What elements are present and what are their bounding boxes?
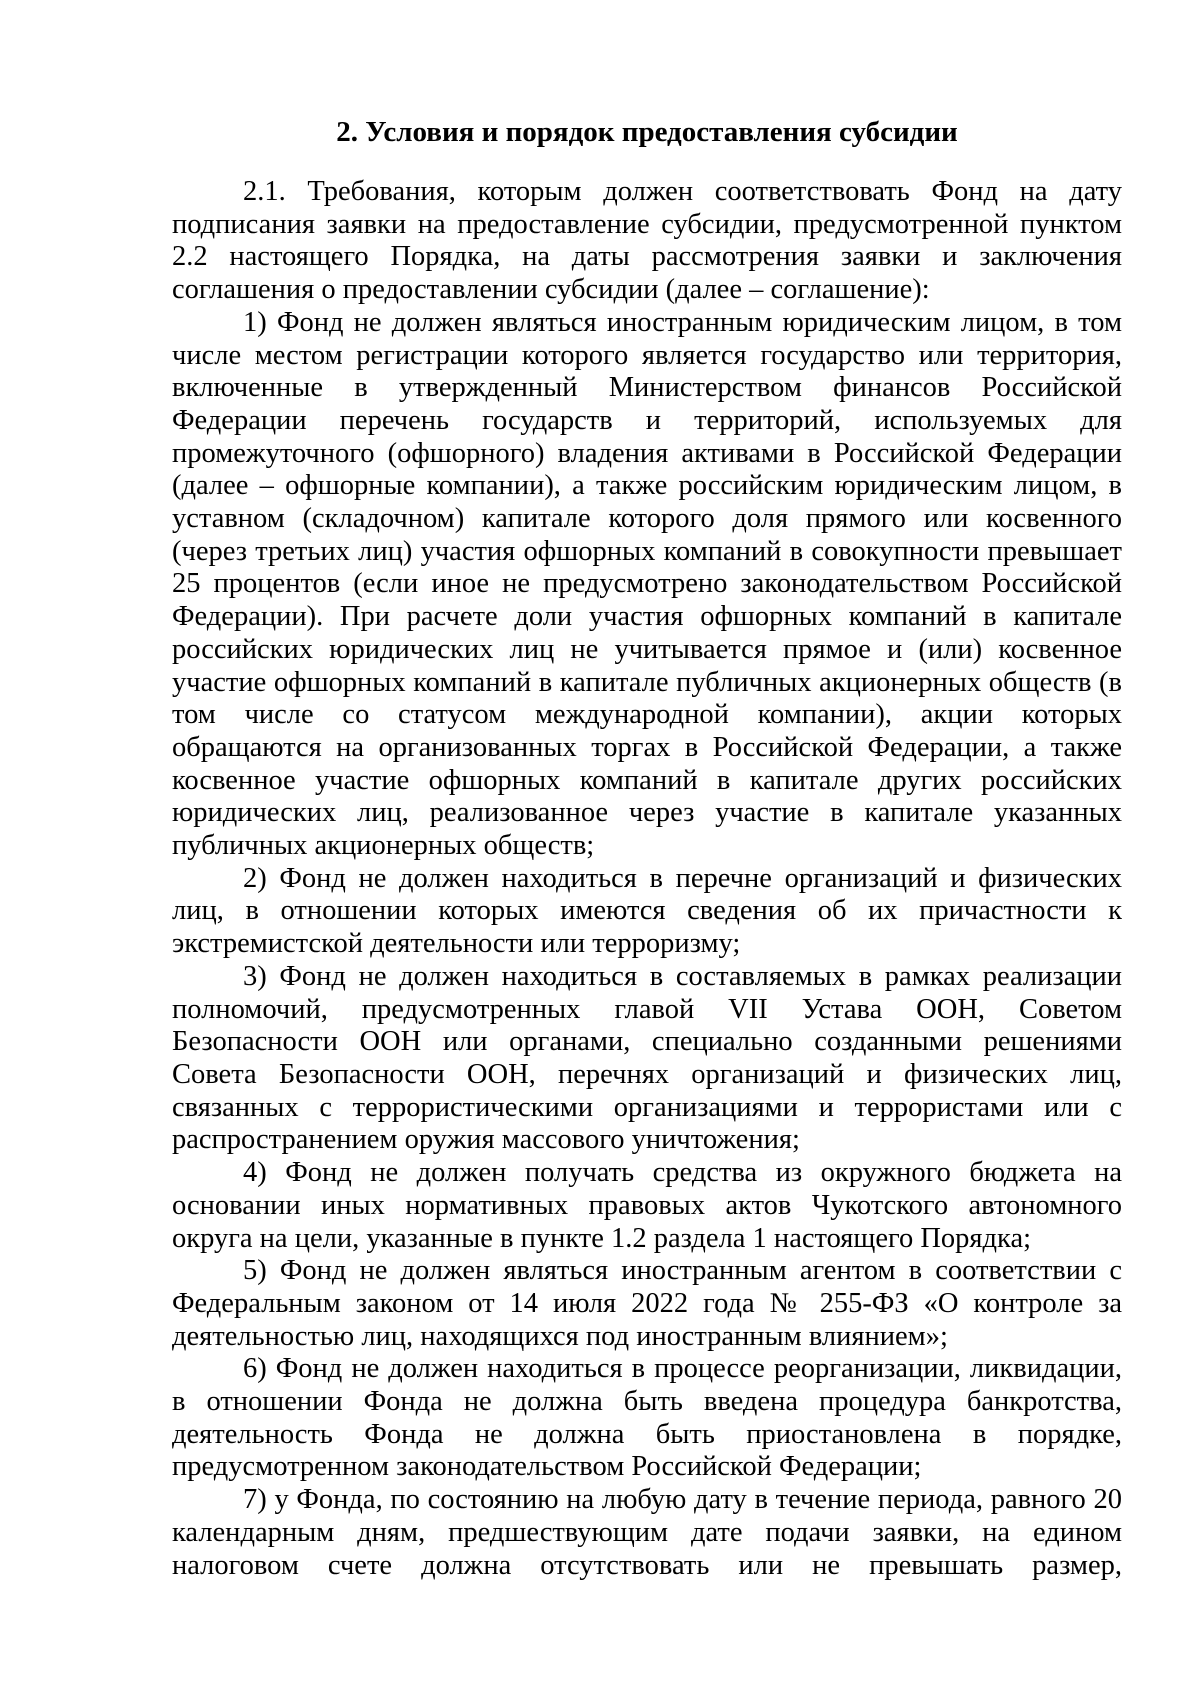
paragraph-item-2: 2) Фонд не должен находиться в перечне организаций и физических лиц, в отношении которых имеются сведения об их причастности к экстремистской деятельности или терроризму; [172,862,1122,960]
paragraph-item-6: 6) Фонд не должен находиться в процессе реорганизации, ликвидации, в отношении Фонда не должна быть введена процедура банкротства, деятельность Фонда не должна быть приостановлена в порядке, предусмотренном законодательством Российской Федерации; [172,1353,1122,1483]
paragraph-2-1: 2.1. Требования, которым должен соответствовать Фонд на дату подписания заявки на предоставление субсидии, предусмотренной пунктом 2.2 настоящего Порядка, на даты рассмотрения заявки и заключения соглашения о предоставлении субсидии (далее – соглашение): [172,176,1122,306]
paragraph-item-5: 5) Фонд не должен являться иностранным агентом в соответствии с Федеральным законом от 14 июля 2022 года № 255-ФЗ «О контроле за деятельностью лиц, находящихся под иностранным влиянием»; [172,1255,1122,1352]
paragraph-item-1: 1) Фонд не должен являться иностранным юридическим лицом, в том числе местом регистрации которого является государство или территория, включенные в утвержденный Министерством финансов Российской Федерации перечень государств и территорий, используемых для промежуточного (офшорного) владения активами в Российской Федерации (далее – офшорные компании), а также российским юридическим лицом, в уставном (складочном) капитале которого доля прямого или косвенного (через третьих лиц) участия офшорных компаний в совокупности превышает 25 процентов (если иное не предусмотрено законодательством Российской Федерации). При расчете доли участия офшорных компаний в капитале российских юридических лиц не учитывается прямое и (или) косвенное участие офшорных компаний в капитале публичных акционерных обществ (в том числе со статусом международной компании), акции которых обращаются на организованных торгах в Российской Федерации, а также косвенное участие офшорных компаний в капитале других российских юридических лиц, реализованное через участие в капитале указанных публичных акционерных обществ; [172,306,1122,862]
section-heading: 2. Условия и порядок предоставления субсидии [336,116,958,148]
document-body [172,112,1122,1582]
paragraph-item-4: 4) Фонд не должен получать средства из окружного бюджета на основании иных нормативных правовых актов Чукотского автономного округа на цели, указанные в пункте 1.2 раздела 1 настоящего Порядка; [172,1157,1122,1254]
paragraph-item-7: 7) у Фонда, по состоянию на любую дату в течение периода, равного 20 календарным дням, предшествующим дате подачи заявки, на едином налоговом счете должна отсутствовать или не превышать размер, [172,1484,1122,1581]
paragraph-item-3: 3) Фонд не должен находиться в составляемых в рамках реализации полномочий, предусмотренных главой VII Устава ООН, Советом Безопасности ООН или органами, специально созданными решениями Совета Безопасности ООН, перечнях организаций и физических лиц, связанных с террористическими организациями и террористами или с распространением оружия массового уничтожения; [172,960,1122,1156]
